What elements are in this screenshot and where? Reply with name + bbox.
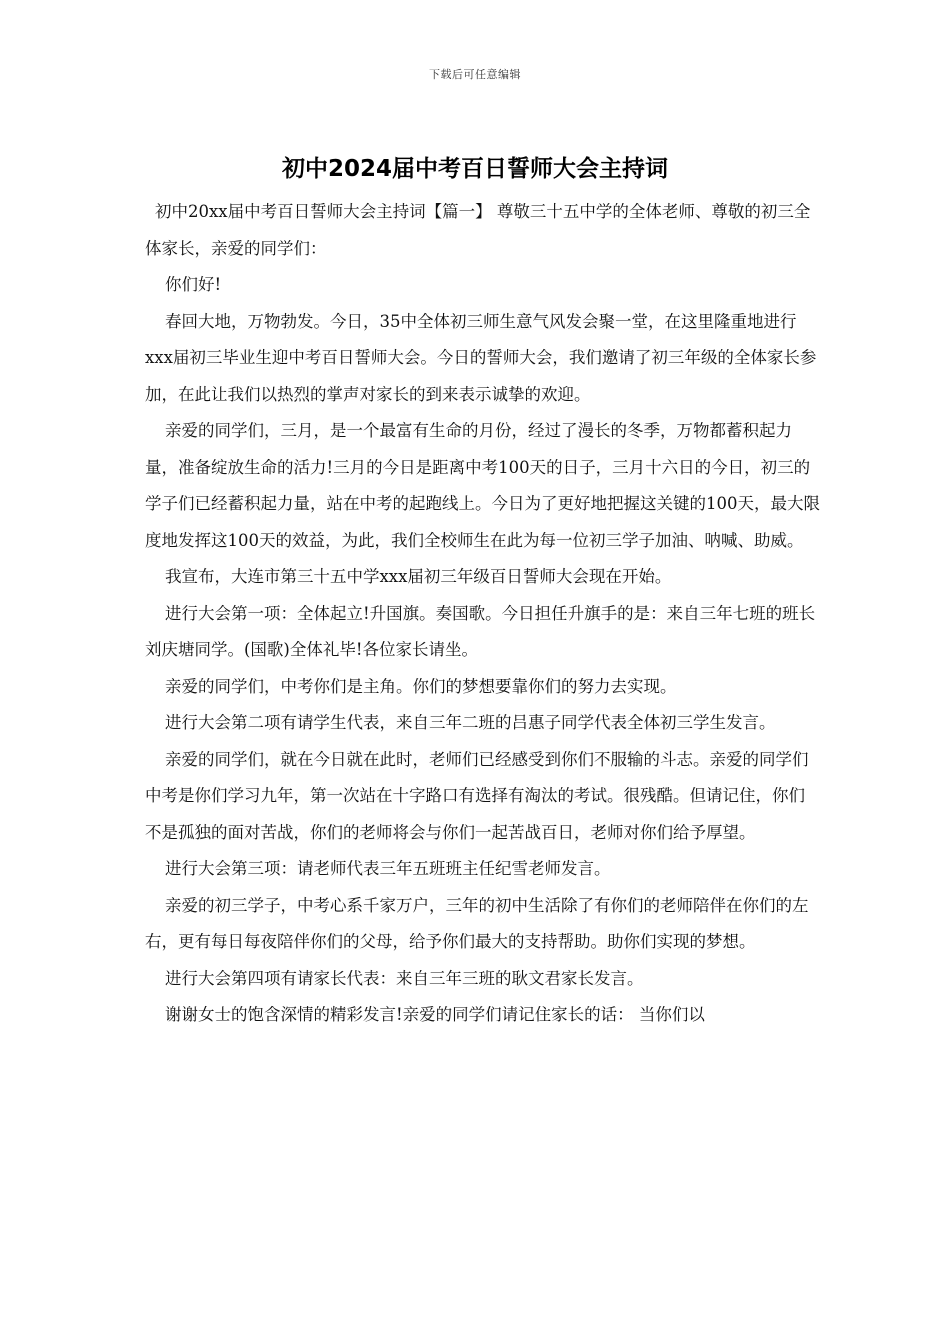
paragraph: 亲爱的同学们，中考你们是主角。你们的梦想要靠你们的努力去实现。 — [165, 676, 677, 696]
header-note: 下载后可任意编辑 — [429, 68, 521, 81]
paragraph: 初中20xx届中考百日誓师大会主持词【篇一】 尊敬三十五中学的全体老师、尊敬的初三全体家长，亲爱的同学们： — [145, 202, 811, 258]
paragraph: 谢谢女士的饱含深情的精彩发言!亲爱的同学们请记住家长的话： 当你们以 — [165, 1005, 705, 1024]
document-body — [145, 194, 820, 1034]
paragraph: 亲爱的同学们，三月，是一个最富有生命的月份，经过了漫长的冬季，万物都蓄积起力量，准备绽放生命的活力!三月的今日是距离中考100天的日子，三月十六日的今日，初三的学子们已经蓄积起力量，站在中考的起跑线上。今日为了更好地把握这关键的100天，最大限度地发挥这100天的效益，为此，我们全校师生在此为每一位初三学子加油、呐喊、助威。 — [145, 421, 820, 550]
paragraph: 进行大会第一项：全体起立!升国旗。奏国歌。今日担任升旗手的是：来自三年七班的班长刘庆塘同学。(国歌)全体礼毕!各位家长请坐。 — [145, 603, 816, 659]
paragraph: 进行大会第三项：请老师代表三年五班班主任纪雪老师发言。 — [165, 859, 611, 878]
document-title: 初中2024届中考百日誓师大会主持词 — [281, 156, 668, 182]
paragraph: 你们好! — [165, 275, 222, 294]
paragraph: 进行大会第四项有请家长代表：来自三年三班的耿文君家长发言。 — [165, 968, 644, 988]
paragraph: 进行大会第二项有请学生代表，来自三年二班的吕惠子同学代表全体初三学生发言。 — [165, 713, 776, 732]
paragraph: 亲爱的同学们，就在今日就在此时，老师们已经感受到你们不服输的斗志。亲爱的同学们中考是你们学习九年，第一次站在十字路口有选择有淘汰的考试。很残酷。但请记住，你们不是孤独的面对苦战，你们的老师将会与你们一起苦战百日，老师对你们给予厚望。 — [145, 749, 809, 842]
paragraph: 亲爱的初三学子，中考心系千家万户，三年的初中生活除了有你们的老师陪伴在你们的左右，更有每日每夜陪伴你们的父母，给予你们最大的支持帮助。助你们实现的梦想。 — [145, 895, 809, 951]
paragraph: 春回大地，万物勃发。今日，35中全体初三师生意气风发会聚一堂，在这里隆重地进行xxx届初三毕业生迎中考百日誓师大会。今日的誓师大会，我们邀请了初三年级的全体家长参加，在此让我们以热烈的掌声对家长的到来表示诚挚的欢迎。 — [145, 311, 817, 404]
paragraph: 我宣布，大连市第三十五中学xxx届初三年级百日誓师大会现在开始。 — [165, 567, 672, 586]
